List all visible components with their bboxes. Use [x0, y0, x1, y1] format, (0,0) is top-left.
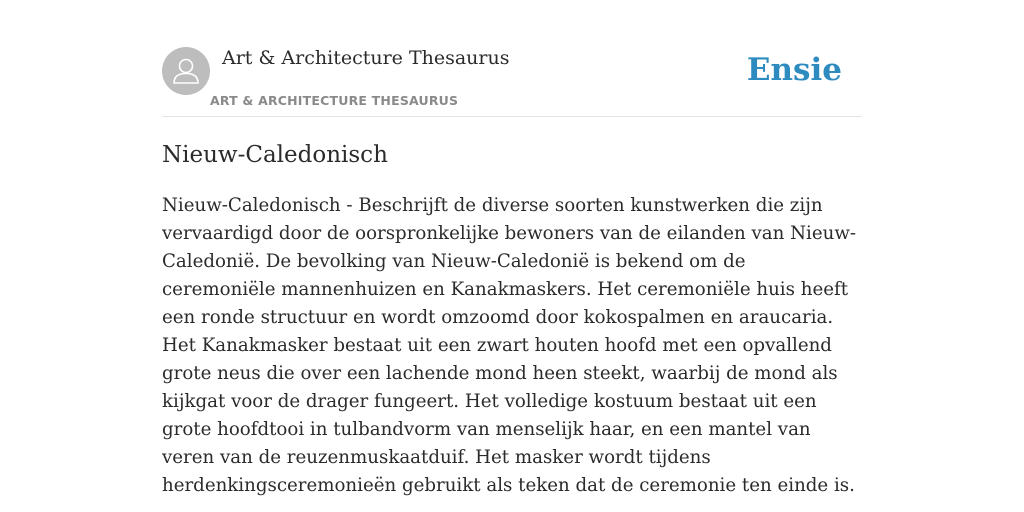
source-header — [162, 46, 862, 117]
user-icon — [162, 47, 210, 95]
brand-logo[interactable]: Ensie — [746, 52, 842, 88]
source-title-link[interactable]: Art & Architecture Thesaurus — [222, 47, 510, 69]
definition-text: Nieuw-Caledonisch - Beschrijft de diverse soorten kunstwerken die zijn vervaardigd door de oorspronkelijke bewoners van de eilanden van Nieuw-Caledonië. De bevolking van Nieuw-Caledonië is bekend om de ceremoniële mannenhuizen en Kanakmaskers. Het ceremoniële huis heeft een ronde structuur en wordt omzoomd door kokospalmen en araucaria. Het Kanakmasker bestaat uit een zwart houten hoofd met een opvallend grote neus die over een lachende mond heen steekt, waarbij de mond als kijkgat voor de drager fungeert. Het volledige kostuum bestaat uit een grote hoofdtooi in tulbandvorm van menselijk haar, en een mantel van veren van de reuzenmuskaatduif. Het masker wordt tijdens herdenkingsceremonieën gebruikt als teken dat de ceremonie ten einde is. — [162, 195, 857, 496]
page-title: Nieuw-Caledonisch — [162, 142, 388, 168]
avatar[interactable] — [162, 47, 210, 95]
source-subtitle: ART & ARCHITECTURE THESAURUS — [210, 93, 459, 108]
